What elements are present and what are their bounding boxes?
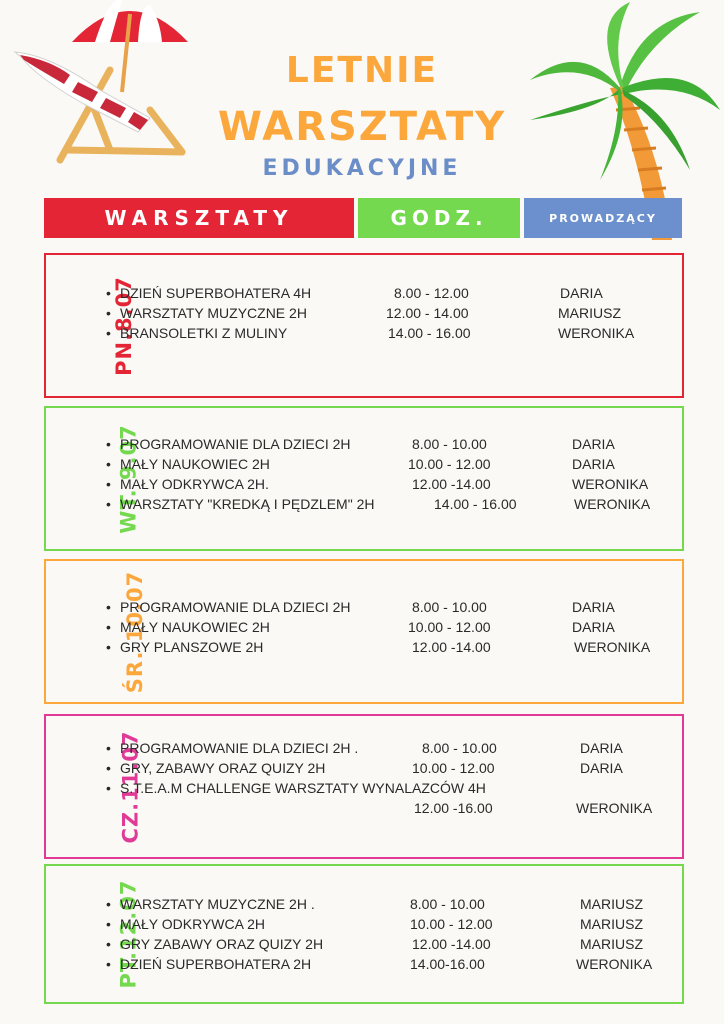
- workshop-time: 10.00 - 12.00: [410, 916, 493, 932]
- workshop-time: 8.00 - 10.00: [412, 599, 487, 615]
- workshop-time: 14.00 - 16.00: [388, 325, 471, 341]
- workshop-time: 8.00 - 10.00: [410, 896, 485, 912]
- workshop-name: BRANSOLETKI Z MULINY: [120, 325, 288, 341]
- workshop-time: 12.00 -14.00: [412, 476, 491, 492]
- workshop-leader: WERONIKA: [576, 800, 653, 816]
- bullet: •: [106, 325, 111, 341]
- bullet: •: [106, 936, 111, 952]
- workshop-name: DZIEŃ SUPERBOHATERA 4H: [120, 285, 312, 301]
- workshop-name: WARSZTATY MUZYCZNE 2H: [120, 305, 307, 321]
- workshop-name: WARSZTATY MUZYCZNE 2H .: [120, 896, 315, 912]
- workshop-leader: WERONIKA: [574, 639, 651, 655]
- column-header-leader: PROWADZĄCY: [524, 198, 682, 238]
- day-label-friday: PT.12.07: [116, 879, 141, 989]
- day-box-friday: [44, 864, 684, 1004]
- bullet: •: [106, 740, 111, 756]
- day-label-wednesday: ŚR. 10.07: [123, 570, 148, 693]
- workshop-name: PROGRAMOWANIE DLA DZIECI 2H: [120, 436, 351, 452]
- workshop-leader: WERONIKA: [574, 496, 651, 512]
- workshop-name: MAŁY NAUKOWIEC 2H: [120, 456, 270, 472]
- column-header-hours: GODZ.: [358, 198, 520, 238]
- workshop-leader: MARIUSZ: [580, 936, 643, 952]
- bullet: •: [106, 619, 111, 635]
- workshop-leader: MARIUSZ: [580, 896, 643, 912]
- workshop-leader: MARIUSZ: [580, 916, 643, 932]
- bullet: •: [106, 760, 111, 776]
- day-box-tuesday: [44, 406, 684, 551]
- day-box-thursday: [44, 714, 684, 859]
- workshop-name: MAŁY ODKRYWCA 2H: [120, 916, 265, 932]
- bullet: •: [106, 476, 111, 492]
- workshop-time: 10.00 - 12.00: [408, 619, 491, 635]
- workshop-time: 14.00-16.00: [410, 956, 485, 972]
- workshop-name: MAŁY NAUKOWIEC 2H: [120, 619, 270, 635]
- workshop-time: 8.00 - 10.00: [422, 740, 497, 756]
- workshop-time: 12.00 -14.00: [412, 639, 491, 655]
- workshop-leader: DARIA: [572, 436, 615, 452]
- workshop-leader: WERONIKA: [576, 956, 653, 972]
- workshop-name: S.T.E.A.M CHALLENGE WARSZTATY WYNALAZCÓW 4H: [120, 780, 486, 796]
- bullet: •: [106, 456, 111, 472]
- title-line-1: LETNIE: [285, 50, 439, 91]
- day-box-monday: [44, 253, 684, 398]
- subtitle: EDUKACYJNE: [262, 156, 462, 181]
- workshop-name: PROGRAMOWANIE DLA DZIECI 2H .: [120, 740, 359, 756]
- bullet: •: [106, 896, 111, 912]
- workshop-leader: MARIUSZ: [558, 305, 621, 321]
- workshop-leader: DARIA: [572, 599, 615, 615]
- workshop-leader: WERONIKA: [558, 325, 635, 341]
- bullet: •: [106, 599, 111, 615]
- workshop-name: DZIEŃ SUPERBOHATERA 2H: [120, 956, 312, 972]
- workshop-time: 8.00 - 12.00: [394, 285, 469, 301]
- workshop-leader: DARIA: [560, 285, 603, 301]
- day-label-tuesday: WT. 9.07: [116, 423, 141, 534]
- workshop-time: 12.00 -14.00: [412, 936, 491, 952]
- workshop-leader: WERONIKA: [572, 476, 649, 492]
- workshop-time: 12.00 -16.00: [414, 800, 493, 816]
- workshop-name: GRY ZABAWY ORAZ QUIZY 2H: [120, 936, 324, 952]
- workshop-leader: DARIA: [580, 740, 623, 756]
- bullet: •: [106, 436, 111, 452]
- workshop-name: PROGRAMOWANIE DLA DZIECI 2H: [120, 599, 351, 615]
- title-line-2: WARSZTATY: [217, 104, 507, 150]
- day-label-thursday: CZ.11.07: [118, 729, 143, 844]
- workshop-leader: DARIA: [580, 760, 623, 776]
- bullet: •: [106, 639, 111, 655]
- bullet: •: [106, 780, 111, 796]
- workshop-time: 8.00 - 10.00: [412, 436, 487, 452]
- workshop-time: 10.00 - 12.00: [412, 760, 495, 776]
- bullet: •: [106, 496, 111, 512]
- column-header-workshops: WARSZTATY: [44, 198, 354, 238]
- workshop-time: 10.00 - 12.00: [408, 456, 491, 472]
- workshop-leader: DARIA: [572, 456, 615, 472]
- day-box-wednesday: [44, 559, 684, 704]
- workshop-name: GRY PLANSZOWE 2H: [120, 639, 264, 655]
- day-label-monday: PN.8.07: [111, 275, 136, 376]
- bullet: •: [106, 285, 111, 301]
- workshop-leader: DARIA: [572, 619, 615, 635]
- workshop-name: GRY, ZABAWY ORAZ QUIZY 2H: [120, 760, 326, 776]
- workshop-name: WARSZTATY "KREDKĄ I PĘDZLEM" 2H: [120, 496, 375, 512]
- bullet: •: [106, 305, 111, 321]
- workshop-time: 14.00 - 16.00: [434, 496, 517, 512]
- bullet: •: [106, 956, 111, 972]
- bullet: •: [106, 916, 111, 932]
- workshop-time: 12.00 - 14.00: [386, 305, 469, 321]
- workshop-name: MAŁY ODKRYWCA 2H.: [120, 476, 269, 492]
